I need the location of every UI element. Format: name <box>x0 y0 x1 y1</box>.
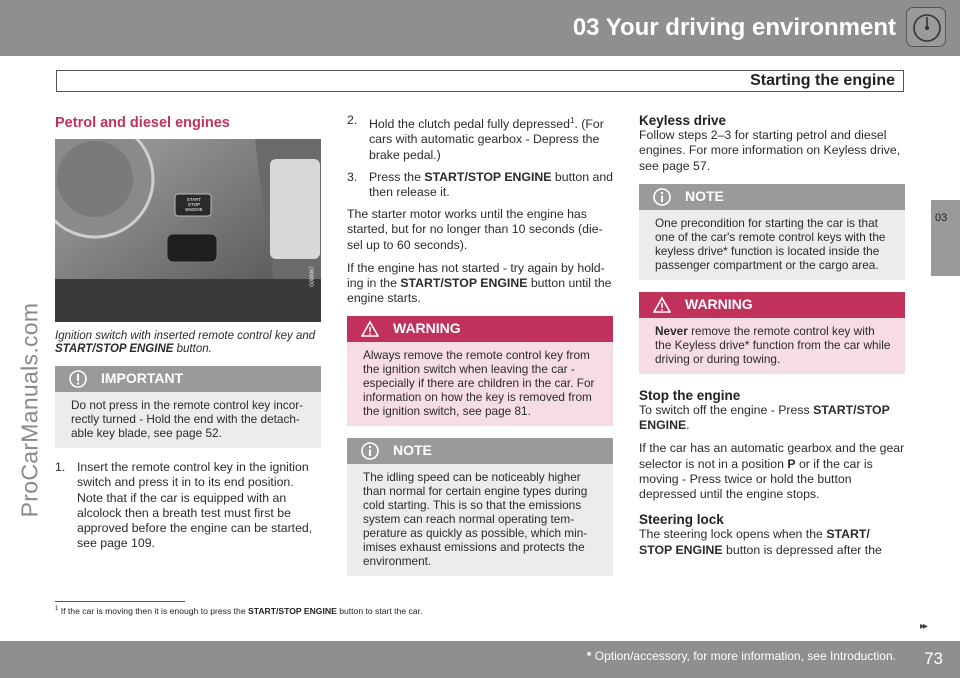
stop-engine-heading: Stop the engine <box>639 387 741 403</box>
list-item: 3. Press the START/STOP ENGINE button and then release it. <box>347 169 614 199</box>
steps-list <box>347 113 613 200</box>
paragraph: The steering lock opens when the START/ STOP ENGINE button is depressed after the <box>639 527 882 557</box>
important-title: IMPORTANT <box>101 370 184 387</box>
paragraph: If the car has an automatic gearbox and the gear selector is not in a position P or if the car is moving - Press twice or hold the button depressed until the engine stops. <box>639 441 905 502</box>
footer-bar <box>0 641 960 678</box>
section-heading: Petrol and diesel engines <box>55 115 230 131</box>
keyless-heading: Keyless drive <box>639 113 727 128</box>
chapter-title: 03 Your driving environment <box>572 14 896 41</box>
note-title: NOTE <box>685 187 724 204</box>
start-stop-button-label: START STOP ENGINE <box>185 197 203 213</box>
paragraph: If the engine has not started - try again by hold-ing in the START/STOP ENGINE button until the engine starts. <box>347 260 612 306</box>
note-box <box>639 184 905 280</box>
note-title: NOTE <box>393 442 432 459</box>
chapter-tab[interactable] <box>931 200 960 276</box>
footnote-divider <box>55 601 185 602</box>
watermark <box>10 190 50 630</box>
footer-note: * Option/accessory, for more information, see Introduction. <box>586 649 896 663</box>
section-title: Starting the engine <box>750 72 895 89</box>
section-title-bar <box>56 70 904 92</box>
warning-box <box>347 316 613 426</box>
info-circle-icon <box>653 188 671 206</box>
important-box <box>55 366 321 448</box>
warning-title: WARNING <box>685 295 753 312</box>
paragraph: To switch off the engine - Press START/STOP ENGINE. <box>639 403 890 433</box>
watermark-text: ProCarManuals.com <box>16 302 43 518</box>
warning-triangle-icon <box>653 296 671 314</box>
steering-lock-heading: Steering lock <box>639 512 724 528</box>
warning-text: Always remove the remote control key from the ignition switch when leaving the car - especially if there are children in the car. For information on how the key is removed from the ignition switch, see page 81. <box>363 348 595 419</box>
warning-header <box>347 316 613 342</box>
list-item: 2. Hold the clutch pedal fully depressed$^1$. (For cars with automatic gearbox - Depress the brake pedal.) <box>347 113 604 162</box>
column-2 <box>347 113 613 588</box>
note-box <box>347 438 613 576</box>
column-3 <box>639 113 905 566</box>
note-text: The idling speed can be noticeably higher than normal for certain engine types during cold starting. This is so that the emissions system can reach normal operating tem-perature as quickly as possible, which min-imises exhaust emissions and protects the environment. <box>363 470 588 569</box>
note-header <box>639 184 905 210</box>
warning-triangle-icon <box>361 320 379 338</box>
important-text: Do not press in the remote control key incor-rectly turned - Hold the end with the detach-able key blade, see page 52. <box>71 398 304 441</box>
ignition-switch-photo <box>55 139 321 322</box>
column-1 <box>55 113 321 558</box>
warning-text: Never remove the remote control key with the Keyless drive* function from the car while driving or during towing. <box>655 323 891 366</box>
footnote-ref: 1 <box>569 116 575 125</box>
warning-header <box>639 292 905 318</box>
warning-box <box>639 292 905 374</box>
important-header <box>55 366 321 392</box>
note-header <box>347 438 613 464</box>
info-circle-icon <box>361 442 379 460</box>
exclamation-circle-icon <box>69 370 87 388</box>
paragraph: The starter motor works until the engine has started, but for no longer than 10 seconds (die-sel up to 60 seconds). <box>347 207 603 252</box>
steps-list <box>55 460 321 551</box>
note-text: One precondition for starting the car is that one of the car's remote control keys with the keyless drive* function is located inside the passenger compartment or the cargo area. <box>655 215 886 272</box>
page-number: 73 <box>924 649 943 668</box>
footnote: $^1$ If the car is moving then it is enough to press the START/STOP ENGINE button to start the car. <box>55 606 423 616</box>
continue-arrows-icon: ▸▸ <box>920 621 927 632</box>
paragraph: Follow steps 2–3 for starting petrol and diesel engines. For more information on Keyless drive, see page 57. <box>639 128 901 173</box>
chapter-header-bar <box>0 0 960 56</box>
speedometer-icon <box>906 7 946 47</box>
list-item: 1. Insert the remote control key in the ignition switch and press it in to its end position. Note that if the car is equipped with an alcolock then a breath test must first be approved before the engine can be started, see page 109. <box>55 460 313 551</box>
image-caption: Ignition switch with inserted remote control key and START/STOP ENGINE button. <box>55 330 316 356</box>
chapter-tab-label: 03 <box>935 212 948 224</box>
image-code: G000067 <box>309 266 316 288</box>
warning-title: WARNING <box>393 320 461 337</box>
